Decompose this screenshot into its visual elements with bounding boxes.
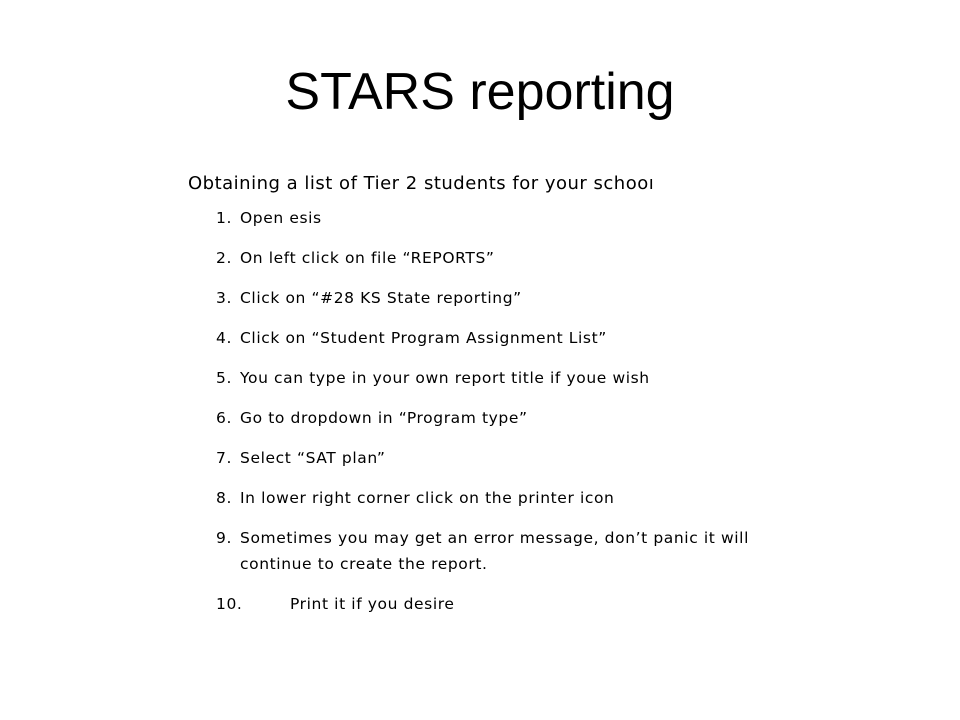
step-item — [188, 445, 798, 471]
step-item — [188, 325, 798, 351]
instructions-image — [188, 170, 798, 631]
step-number: 3. — [216, 289, 232, 307]
step-text: Click on “#28 KS State reporting” — [240, 289, 522, 307]
step-text: Go to dropdown in “Program type” — [240, 409, 528, 427]
step-text: Open esis — [240, 209, 322, 227]
step-text: Sometimes you may get an error message, don’t panic it will continue to create the report. — [240, 529, 749, 573]
step-text: You can type in your own report title if youe wish — [240, 369, 650, 387]
step-item — [188, 405, 798, 431]
step-number: 4. — [216, 329, 232, 347]
steps-list — [188, 205, 798, 617]
instructions-subheading: Obtaining a list of Tier 2 students for your schooı — [188, 173, 655, 194]
step-number: 2. — [216, 249, 232, 267]
step-item — [188, 591, 798, 617]
step-number: 6. — [216, 409, 232, 427]
step-item — [188, 285, 798, 311]
step-number: 9. — [216, 529, 232, 547]
step-number: 8. — [216, 489, 232, 507]
step-number: 1. — [216, 209, 232, 227]
step-item — [188, 525, 798, 577]
step-text: On left click on file “REPORTS” — [240, 249, 495, 267]
step-text: Click on “Student Program Assignment List” — [240, 329, 607, 347]
step-number: 10. — [216, 595, 243, 613]
step-text: Select “SAT plan” — [240, 449, 386, 467]
step-item — [188, 485, 798, 511]
step-item — [188, 365, 798, 391]
step-number: 5. — [216, 369, 232, 387]
slide-title: STARS reporting — [285, 63, 675, 121]
step-item — [188, 245, 798, 271]
step-number: 7. — [216, 449, 232, 467]
step-text: In lower right corner click on the printer icon — [240, 489, 615, 507]
step-item — [188, 205, 798, 231]
step-text: Print it if you desire — [290, 595, 455, 613]
